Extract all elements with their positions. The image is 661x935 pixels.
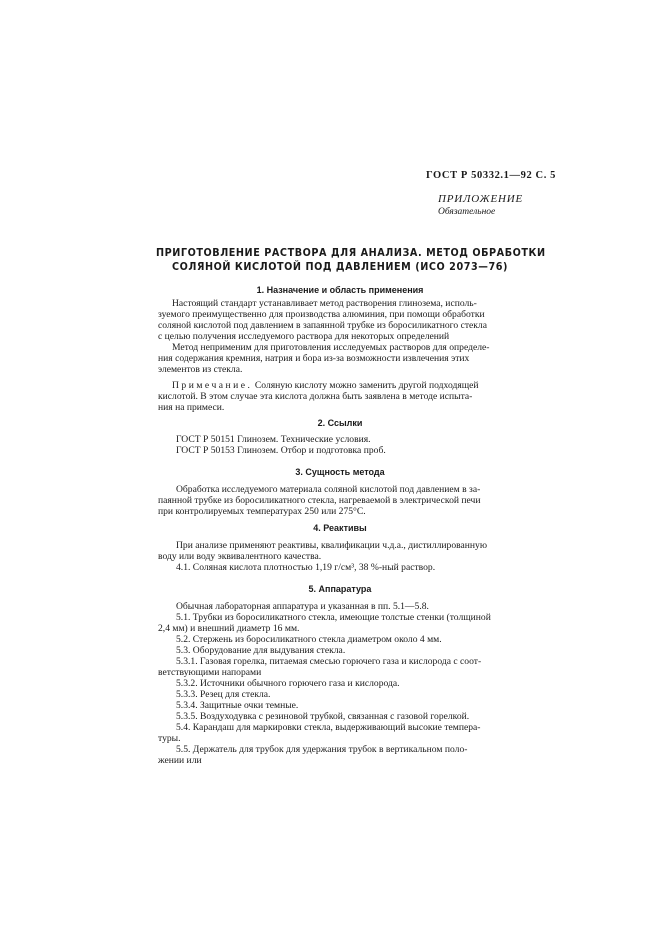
paragraph-line: 5.2. Стержень из боросиликатного стекла диаметром около 4 мм.	[176, 634, 442, 645]
paragraph-line: 5.4. Карандаш для маркировки стекла, выдерживающий высокие темпера-	[176, 722, 481, 733]
paragraph-line: 2,4 мм) и внешний диаметр 16 мм.	[158, 623, 300, 634]
paragraph-line: 4.1. Соляная кислота плотностью 1,19 г/см³, 38 %-ный раствор.	[176, 562, 436, 573]
paragraph-line: 5.3. Оборудование для выдувания стекла.	[176, 645, 346, 656]
document-reference: ГОСТ Р 50332.1—92 С. 5	[426, 170, 556, 181]
paragraph-line: ветствующими напорами	[158, 667, 262, 678]
paragraph-line: 5.1. Трубки из боросиликатного стекла, имеющие толстые стенки (толщиной	[176, 612, 491, 623]
section-5-heading: 5. Аппаратура	[308, 584, 372, 594]
note-line: ния на примеси.	[158, 402, 225, 413]
paragraph-line: Настоящий стандарт устанавливает метод растворения глинозема, исполь-	[172, 298, 477, 309]
note-label: Примечание.	[172, 380, 253, 391]
reference-line: ГОСТ Р 50151 Глинозем. Технические условия.	[176, 434, 371, 445]
section-3-heading: 3. Сущность метода	[295, 467, 385, 477]
paragraph-line: туры.	[158, 733, 181, 744]
section-4-heading: 4. Реактивы	[313, 523, 367, 533]
paragraph-line: 5.3.2. Источники обычного горючего газа и кислорода.	[176, 678, 400, 689]
paragraph-line: При анализе применяют реактивы, квалификации ч.д.а., дистиллированную	[176, 540, 488, 551]
paragraph-line: ния содержания кремния, натрия и бора из-за возможности извлечения этих	[158, 353, 470, 364]
paragraph-line: Метод неприменим для приготовления исследуемых растворов для определе-	[172, 342, 490, 353]
paragraph-line: жении или	[158, 755, 202, 766]
note-text: Соляную кислоту можно заменить другой подходящей	[254, 380, 479, 391]
section-1-heading: 1. Назначение и область применения	[256, 285, 424, 295]
appendix-type: Обязательное	[438, 207, 496, 217]
title-line-1: ПРИГОТОВЛЕНИЕ РАСТВОРА ДЛЯ АНАЛИЗА. МЕТОД ОБРАБОТКИ	[156, 247, 546, 259]
title-line-2: СОЛЯНОЙ КИСЛОТОЙ ПОД ДАВЛЕНИЕМ (ИСО 2073—76)	[171, 261, 509, 273]
paragraph-line: соляной кислотой под давлением в запаянной трубке из боросиликатного стекла	[158, 320, 487, 331]
paragraph-line: при контролируемых температурах 250 или 275°С.	[158, 506, 366, 517]
note-line	[172, 380, 479, 391]
paragraph-line: паянной трубке из боросиликатного стекла, нагреваемой в электрической печи	[158, 495, 481, 506]
reference-line: ГОСТ Р 50153 Глинозем. Отбор и подготовка проб.	[176, 445, 386, 456]
paragraph-line: 5.3.1. Газовая горелка, питаемая смесью горючего газа и кислорода с соот-	[176, 656, 482, 667]
paragraph-line: 5.5. Держатель для трубок для удержания трубок в вертикальном поло-	[176, 744, 468, 755]
paragraph-line: зуемого преимущественно для производства алюминия, при помощи обработки	[158, 309, 485, 320]
paragraph-line: Обычная лабораторная аппаратура и указанная в пп. 5.1—5.8.	[176, 601, 429, 612]
paragraph-line: 5.3.5. Воздуходувка с резиновой трубкой, связанная с газовой горелкой.	[176, 711, 470, 722]
paragraph-line: элементов из стекла.	[158, 364, 243, 375]
paragraph-line: 5.3.4. Защитные очки темные.	[176, 700, 299, 711]
paragraph-line: с целью получения исследуемого раствора для некоторых определений	[158, 331, 450, 342]
paragraph-line: 5.3.3. Резец для стекла.	[176, 689, 271, 700]
note-line: кислотой. В этом случае эта кислота должна быть заявлена в методе испыта-	[158, 391, 473, 402]
appendix-label: ПРИЛОЖЕНИЕ	[438, 193, 523, 205]
section-2-heading: 2. Ссылки	[317, 418, 363, 428]
paragraph-line: воду или воду эквивалентного качества.	[158, 551, 322, 562]
paragraph-line: Обработка исследуемого материала соляной кислотой под давлением в за-	[176, 484, 481, 495]
